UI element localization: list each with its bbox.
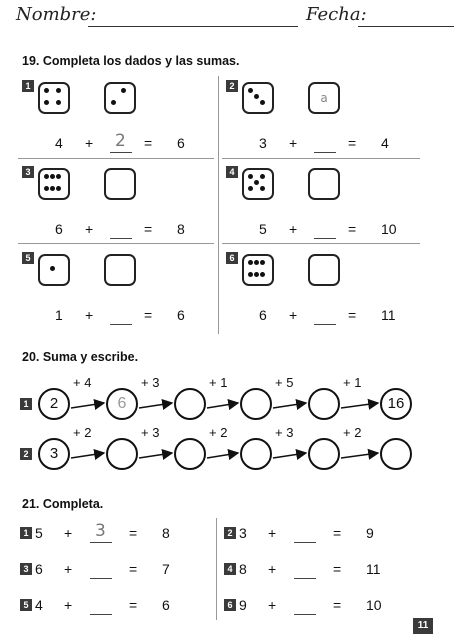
addend-a: 8 [239, 561, 247, 577]
die-left[interactable] [242, 254, 274, 286]
die-pip [56, 100, 61, 105]
answer-blank[interactable] [90, 614, 112, 615]
die-left[interactable] [242, 82, 274, 114]
answer-blank[interactable] [294, 542, 316, 543]
die-right[interactable] [308, 254, 340, 286]
nombre-field[interactable] [88, 26, 298, 27]
chain-arrow [71, 403, 104, 408]
die-pip [50, 266, 55, 271]
addend-a: 6 [259, 307, 267, 323]
die-pip [254, 94, 259, 99]
operation-label: + 3 [141, 425, 160, 440]
number-circle[interactable] [380, 438, 412, 470]
equals-sign: = [348, 221, 357, 237]
addend-a: 4 [35, 597, 43, 613]
column-divider [216, 518, 217, 620]
addend-a: 3 [259, 135, 267, 151]
fecha-label: Fecha: [306, 4, 367, 25]
exercise-badge: 4 [224, 563, 236, 575]
die-pip [248, 272, 253, 277]
equals-sign: = [144, 135, 153, 151]
sum-value: 7 [162, 561, 170, 577]
answer-blank[interactable] [110, 152, 132, 153]
plus-sign: + [64, 597, 73, 613]
answer-blank[interactable] [314, 324, 336, 325]
sum-value: 6 [162, 597, 170, 613]
exercise-badge: 5 [22, 252, 34, 264]
chain-arrow [139, 403, 172, 408]
die-pip [121, 88, 126, 93]
die-pip [260, 260, 265, 265]
addend-a: 5 [35, 525, 43, 541]
plus-sign: + [268, 525, 277, 541]
ex19-title: 19. Completa los dados y las sumas. [22, 54, 240, 68]
chain-arrow [273, 453, 306, 458]
answer-blank[interactable] [294, 614, 316, 615]
exercise-badge: 5 [20, 599, 32, 611]
number-circle[interactable]: 2 [38, 388, 70, 420]
exercise-badge: 1 [22, 80, 34, 92]
chain-arrow [139, 453, 172, 458]
die-pip [248, 88, 253, 93]
answer-blank[interactable] [294, 578, 316, 579]
die-pip [56, 88, 61, 93]
die-handwritten-mark: a [320, 91, 328, 105]
sum-value: 8 [177, 221, 185, 237]
answer-blank[interactable] [314, 238, 336, 239]
plus-sign: + [85, 221, 94, 237]
die-right[interactable] [104, 168, 136, 200]
equals-sign: = [129, 561, 138, 577]
answer-blank[interactable] [90, 542, 112, 543]
sum-value: 10 [381, 221, 397, 237]
equals-sign: = [144, 307, 153, 323]
plus-sign: + [64, 525, 73, 541]
chain-arrow [273, 403, 306, 408]
handwritten-answer: 2 [115, 131, 126, 151]
die-pip [248, 186, 253, 191]
exercise-badge: 1 [20, 527, 32, 539]
die-pip [248, 260, 253, 265]
plus-sign: + [85, 307, 94, 323]
sum-value: 4 [381, 135, 389, 151]
exercise-badge: 2 [226, 80, 238, 92]
exercise-badge: 2 [224, 527, 236, 539]
operation-label: + 2 [209, 425, 228, 440]
sum-value: 6 [177, 307, 185, 323]
exercise-badge: 3 [20, 563, 32, 575]
plus-sign: + [289, 307, 298, 323]
answer-blank[interactable] [90, 578, 112, 579]
number-circle[interactable] [240, 388, 272, 420]
sum-value: 9 [366, 525, 374, 541]
plus-sign: + [268, 561, 277, 577]
nombre-label: Nombre: [16, 4, 97, 25]
plus-sign: + [85, 135, 94, 151]
die-pip [50, 174, 55, 179]
number-circle[interactable]: 6 [106, 388, 138, 420]
die-right[interactable] [308, 168, 340, 200]
plus-sign: + [268, 597, 277, 613]
die-pip [260, 100, 265, 105]
die-pip [260, 174, 265, 179]
plus-sign: + [64, 561, 73, 577]
section-divider [222, 243, 420, 244]
exercise-badge: 2 [20, 448, 32, 460]
number-circle[interactable]: 16 [380, 388, 412, 420]
sum-value: 11 [381, 307, 396, 323]
number-circle[interactable] [106, 438, 138, 470]
sum-value: 8 [162, 525, 170, 541]
plus-sign: + [289, 135, 298, 151]
die-pip [50, 186, 55, 191]
section-divider [18, 243, 214, 244]
die-pip [44, 186, 49, 191]
sum-value: 11 [366, 561, 381, 577]
equals-sign: = [129, 525, 138, 541]
number-circle[interactable] [174, 388, 206, 420]
exercise-badge: 1 [20, 398, 32, 410]
operation-label: + 3 [141, 375, 160, 390]
answer-blank[interactable] [314, 152, 336, 153]
equals-sign: = [333, 525, 342, 541]
equals-sign: = [348, 135, 357, 151]
operation-label: + 2 [343, 425, 362, 440]
answer-blank[interactable] [110, 324, 132, 325]
die-pip [56, 174, 61, 179]
die-pip [56, 186, 61, 191]
exercise-badge: 3 [22, 166, 34, 178]
equals-sign: = [348, 307, 357, 323]
fecha-field[interactable] [358, 26, 454, 27]
die-pip [111, 100, 116, 105]
number-circle[interactable] [240, 438, 272, 470]
die-right[interactable] [104, 82, 136, 114]
equals-sign: = [333, 561, 342, 577]
addend-a: 5 [259, 221, 267, 237]
chain-arrow [207, 453, 238, 458]
addend-a: 9 [239, 597, 247, 613]
chain-arrow [207, 403, 238, 408]
number-circle[interactable] [308, 438, 340, 470]
die-pip [254, 272, 259, 277]
exercise-badge: 6 [226, 252, 238, 264]
handwritten-answer: 3 [95, 521, 106, 541]
addend-a: 4 [55, 135, 63, 151]
equals-sign: = [333, 597, 342, 613]
die-pip [260, 272, 265, 277]
column-divider [218, 76, 219, 334]
answer-blank[interactable] [110, 238, 132, 239]
operation-label: + 1 [209, 375, 228, 390]
die-left[interactable] [38, 82, 70, 114]
operation-label: + 1 [343, 375, 362, 390]
die-right[interactable] [104, 254, 136, 286]
die-left[interactable] [242, 168, 274, 200]
plus-sign: + [289, 221, 298, 237]
die-left[interactable] [38, 168, 70, 200]
number-circle[interactable]: 3 [38, 438, 70, 470]
sum-value: 6 [177, 135, 185, 151]
equals-sign: = [144, 221, 153, 237]
die-pip [260, 186, 265, 191]
chain-arrow [71, 453, 104, 458]
equals-sign: = [129, 597, 138, 613]
number-circle[interactable] [308, 388, 340, 420]
die-pip [44, 100, 49, 105]
die-pip [254, 260, 259, 265]
ex20-title: 20. Suma y escribe. [22, 350, 139, 364]
die-right[interactable] [308, 82, 340, 114]
chain-arrow [341, 453, 378, 458]
section-divider [18, 158, 214, 159]
operation-label: + 3 [275, 425, 294, 440]
operation-label: + 5 [275, 375, 294, 390]
section-divider [222, 158, 420, 159]
page-number: 11 [413, 618, 433, 634]
operation-label: + 2 [73, 425, 92, 440]
addend-a: 1 [55, 307, 63, 323]
exercise-badge: 6 [224, 599, 236, 611]
addend-a: 6 [35, 561, 43, 577]
chain-arrow [341, 403, 378, 408]
die-left[interactable] [38, 254, 70, 286]
sum-value: 10 [366, 597, 382, 613]
die-pip [44, 88, 49, 93]
exercise-badge: 4 [226, 166, 238, 178]
operation-label: + 4 [73, 375, 92, 390]
number-circle[interactable] [174, 438, 206, 470]
addend-a: 6 [55, 221, 63, 237]
die-pip [44, 174, 49, 179]
ex21-title: 21. Completa. [22, 497, 104, 511]
die-pip [248, 174, 253, 179]
die-pip [254, 180, 259, 185]
addend-a: 3 [239, 525, 247, 541]
